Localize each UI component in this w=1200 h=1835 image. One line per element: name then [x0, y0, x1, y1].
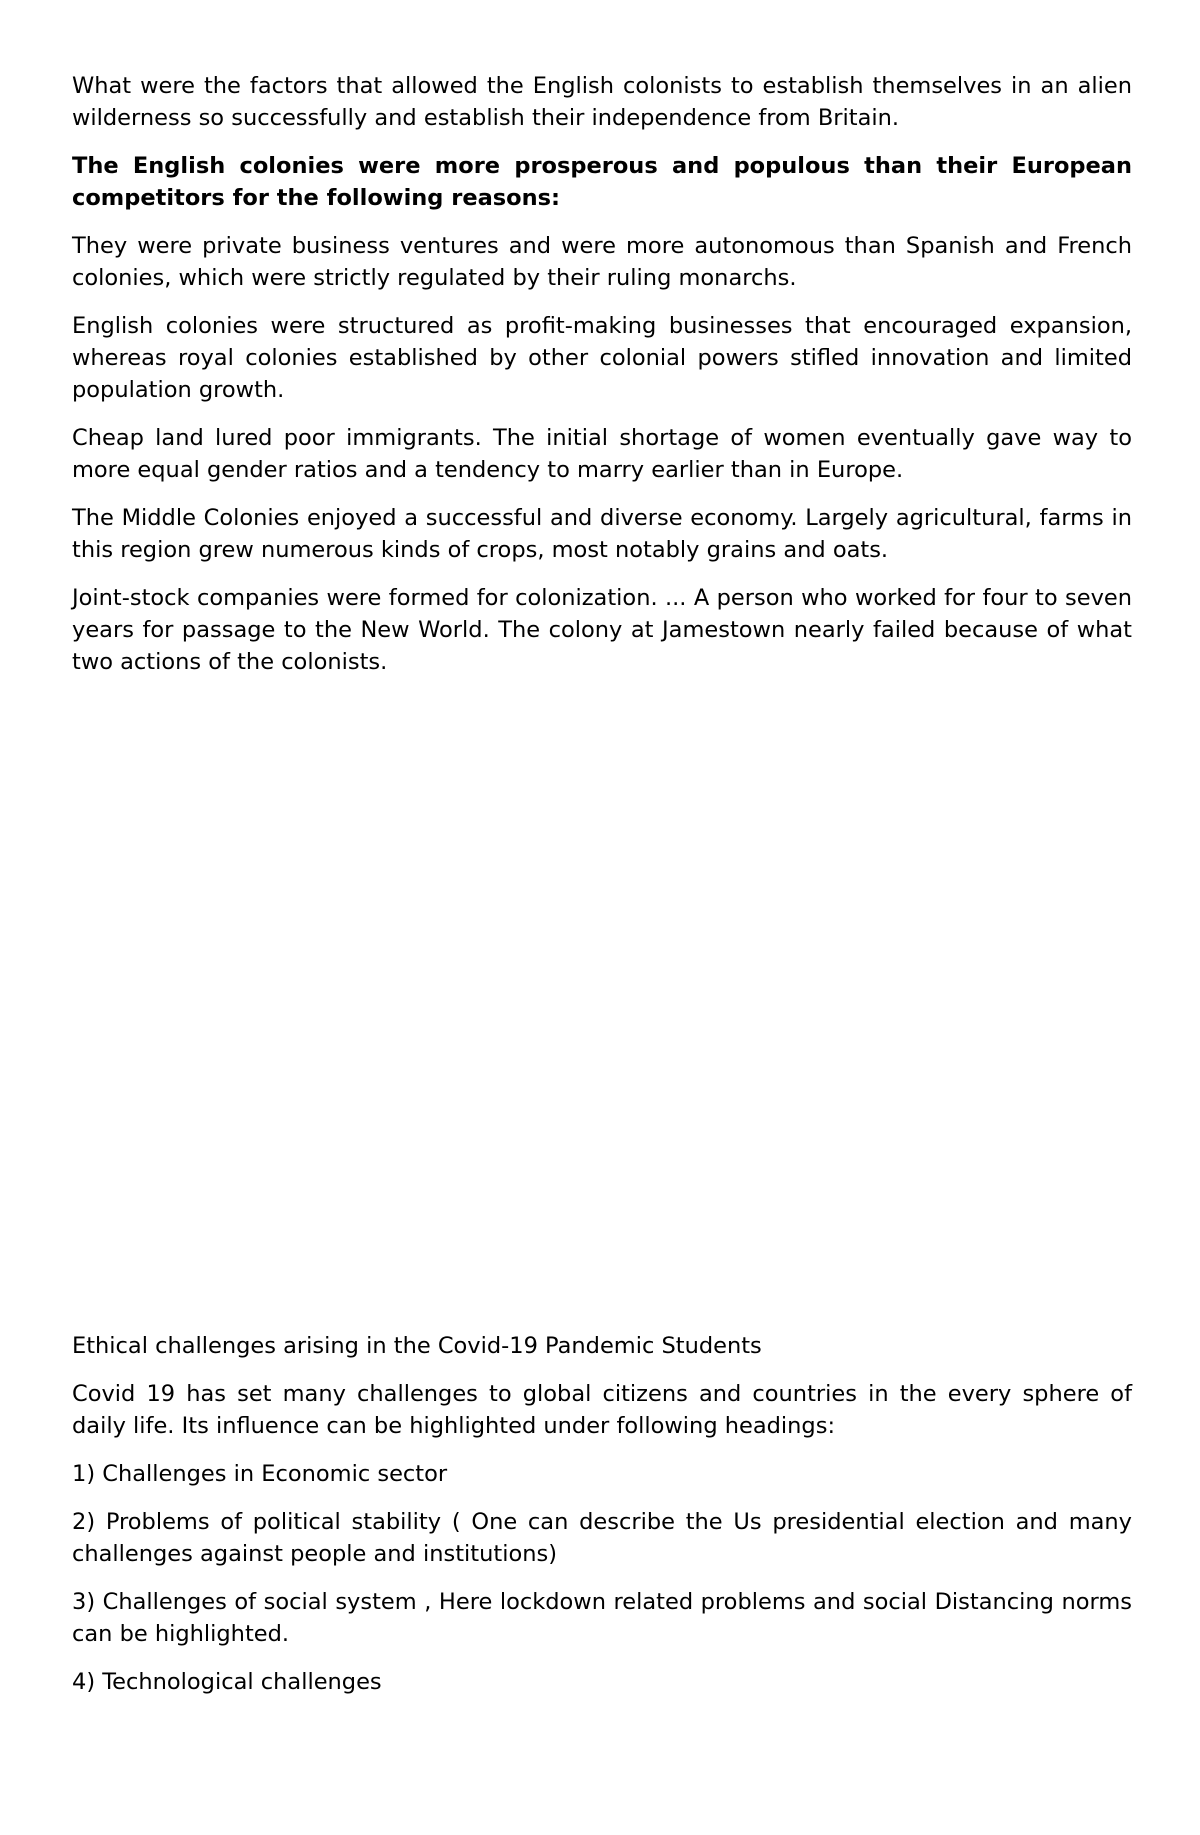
list-item-technological: 4) Technological challenges: [72, 1669, 382, 1695]
paragraph-profit-businesses: English colonies were structured as profit-making businesses that encouraged expansion, whereas royal colonies established by other colonial powers stifled innovation and limited population growth.: [72, 313, 1132, 403]
covid-title: Ethical challenges arising in the Covid-19 Pandemic Students: [72, 1333, 762, 1359]
question-paragraph: What were the factors that allowed the English colonists to establish themselves in an alien wilderness so successfully and establish their independence from Britain.: [72, 73, 1132, 131]
covid-intro: Covid 19 has set many challenges to global citizens and countries in the every sphere of daily life. Its influence can be highlighted under following headings:: [72, 1381, 1132, 1439]
paragraph-joint-stock: Joint-stock companies were formed for colonization. ... A person who worked for four to seven years for passage to the New World. The colony at Jamestown nearly failed because of what two actions of the colonists.: [72, 585, 1132, 675]
list-item-political: 2) Problems of political stability ( One can describe the Us presidential election and many challenges against people and institutions): [72, 1509, 1132, 1567]
paragraph-middle-colonies: The Middle Colonies enjoyed a successful and diverse economy. Largely agricultural, farms in this region grew numerous kinds of crops, most notably grains and oats.: [72, 505, 1132, 563]
reasons-heading: The English colonies were more prosperous and populous than their European competitors for the following reasons:: [72, 153, 1132, 211]
paragraph-autonomy: They were private business ventures and were more autonomous than Spanish and French colonies, which were strictly regulated by their ruling monarchs.: [72, 233, 1132, 291]
paragraph-cheap-land: Cheap land lured poor immigrants. The initial shortage of women eventually gave way to more equal gender ratios and a tendency to marry earlier than in Europe.: [72, 425, 1132, 483]
colonies-section: [72, 70, 1132, 694]
list-item-economic: 1) Challenges in Economic sector: [72, 1461, 448, 1487]
list-item-social: 3) Challenges of social system , Here lockdown related problems and social Distancing norms can be highlighted.: [72, 1589, 1132, 1647]
covid-section: [72, 1330, 1132, 1714]
